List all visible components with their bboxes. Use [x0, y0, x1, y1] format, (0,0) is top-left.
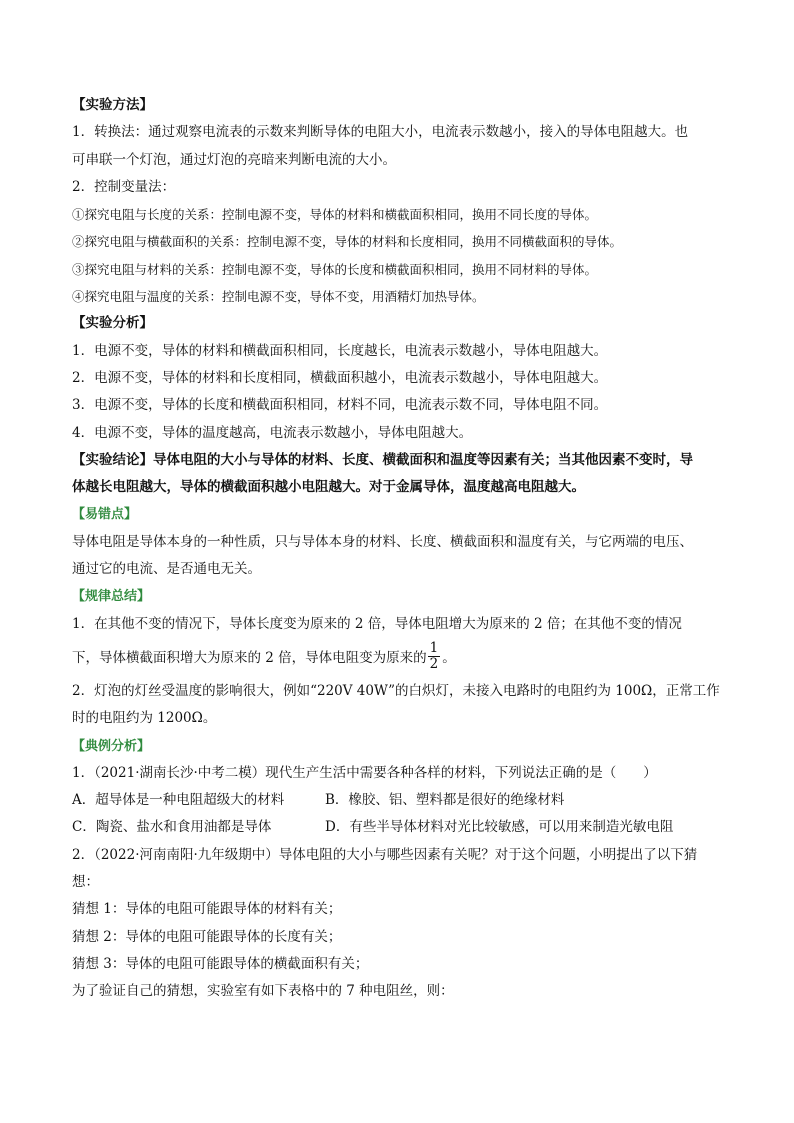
question-1: 1．（2021·湖南长沙·中考二模）现代生产生活中需要各种各样的材料，下列说法正确的是（ ）: [72, 764, 657, 781]
examples-heading: 【典例分析】: [72, 738, 151, 754]
question-1-choice-b: B．橡胶、铝、塑料都是很好的绝缘材料: [325, 792, 565, 809]
rules-item1-line1: 1．在其他不变的情况下，导体长度变为原来的 2 倍，导体电阻增大为原来的 2 倍；在其他不变的情况: [72, 615, 682, 632]
question-1-choices-ab: [72, 787, 724, 814]
conclusion-line1: [72, 447, 724, 474]
analysis-heading: 【实验分析】: [72, 315, 153, 332]
guess-1: 猜想 1：导体的电阻可能跟导体的材料有关；: [72, 901, 342, 918]
pitfall-line2: 通过它的电流、是否通电无关。: [72, 561, 261, 578]
question-1-choice-d: D．有些半导体材料对光比较敏感，可以用来制造光敏电阻: [325, 819, 674, 836]
rules-heading: 【规律总结】: [72, 589, 151, 605]
fraction-one-half: [428, 641, 441, 672]
fraction-denominator: 2: [429, 655, 439, 672]
analysis-item4: 4．电源不变，导体的温度越高，电流表示数越小，导体电阻越大。: [72, 424, 473, 441]
rules-item2-line2: 时的电阻约为 1200Ω。: [72, 710, 217, 727]
question-2-line2: 想：: [72, 874, 99, 891]
analysis-item3: 3．电源不变，导体的长度和横截面积相同，材料不同，电流表示数不同，导体电阻不同。: [72, 397, 608, 414]
conclusion-text-1: 导体电阻的大小与导体的材料、长度、横截面积和温度等因素有关；当其他因素不变时，导: [153, 451, 693, 468]
method-sub2: ②探究电阻与横截面积的关系：控制电源不变，导体的材料和长度相同，换用不同横截面积的导体。: [72, 234, 623, 250]
question-1-choices-cd: [72, 814, 724, 841]
rules-item1-end: 。: [442, 649, 456, 666]
method-sub4: ④探究电阻与温度的关系：控制电源不变，导体不变，用酒精灯加热导体。: [72, 289, 485, 305]
question-1-choice-a: A．超导体是一种电阻超级大的材料: [72, 792, 285, 809]
question-2-line1: 2．（2022·河南南阳·九年级期中）导体电阻的大小与哪些因素有关呢？对于这个问题，小明提出了以下猜: [72, 846, 698, 863]
method-heading: 【实验方法】: [72, 97, 153, 113]
guess-2: 猜想 2：导体的电阻可能跟导体的长度有关；: [72, 928, 342, 945]
method-sub3: ③探究电阻与材料的关系：控制电源不变，导体的长度和横截面积相同，换用不同材料的导体。: [72, 261, 598, 277]
fraction-numerator: 1: [429, 639, 439, 656]
method-item1-line2: 可串联一个灯泡，通过灯泡的亮暗来判断电流的大小。: [72, 151, 396, 168]
rules-item2-line1: 2．灯泡的灯丝受温度的影响很大，例如“220V 40W”的白炽灯，未接入电路时的电阻约为 100Ω，正常工作: [72, 682, 720, 699]
method-item1-line1: 1．转换法：通过观察电流表的示数来判断导体的电阻大小，电流表示数越小，接入的导体电阻越大。也: [72, 124, 689, 141]
analysis-item2: 2．电源不变，导体的材料和长度相同，横截面积越小，电流表示数越小，导体电阻越大。: [72, 369, 608, 386]
guess-3: 猜想 3：导体的电阻可能跟导体的横截面积有关；: [72, 955, 369, 972]
conclusion-heading: 【实验结论】: [72, 451, 153, 468]
document-content: [72, 92, 724, 1006]
rules-item1-line2: [72, 638, 724, 678]
question-2-end: 为了验证自己的猜想，实验室有如下表格中的 7 种电阻丝，则：: [72, 983, 454, 1000]
analysis-item1: 1．电源不变，导体的材料和横截面积相同，长度越长，电流表示数越小，导体电阻越大。: [72, 342, 608, 359]
pitfall-heading: 【易错点】: [72, 507, 138, 523]
method-sub1: ①探究电阻与长度的关系：控制电源不变，导体的材料和横截面积相同，换用不同长度的导体。: [72, 207, 598, 223]
pitfall-line1: 导体电阻是导体本身的一种性质，只与导体本身的材料、长度、横截面积和温度有关，与它两端的电压、: [72, 533, 693, 550]
question-1-choice-c: C．陶瓷、盐水和食用油都是导体: [72, 819, 272, 836]
rules-item1-line2-text: 下，导体横截面积增大为原来的 2 倍，导体电阻变为原来的: [72, 649, 427, 666]
method-item2: 2．控制变量法：: [72, 178, 176, 195]
conclusion-line2: 体越长电阻越大，导体的横截面积越小电阻越大。对于金属导体，温度越高电阻越大。: [72, 479, 585, 496]
